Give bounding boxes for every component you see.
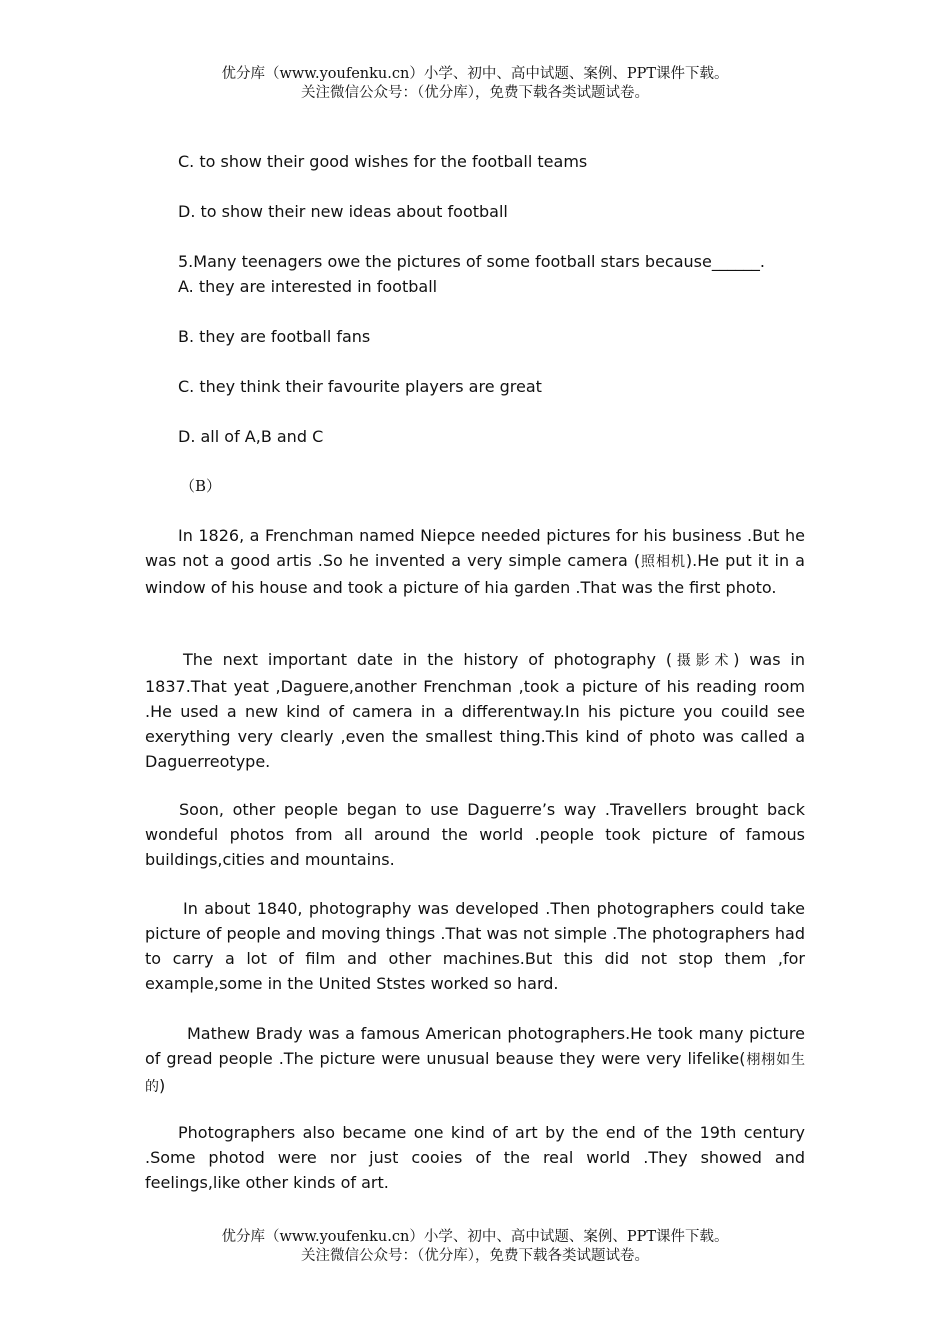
p2-text-b: ) was in 1837.That yeat ,Daguere,another Frenchman ,took a picture of his reading room .He used a new kind of camera in a differentway.In his picture you couild see exerything very clearly ,even the smallest thing.This kind of photo was called a Daguerreotype. <box>145 650 806 771</box>
p2-text-a: The next important date in the history of photography ( <box>183 650 673 669</box>
q5-stem: 5.Many teenagers owe the pictures of some football stars because______. <box>178 252 765 271</box>
passage-paragraph-4: In about 1840, photography was developed .Then photographers could take picture of people and moving things .That was not simple .The photographers had to carry a lot of film and other machines.But this did not stop them ,for example,some in the United Ststes worked so hard. <box>145 899 805 993</box>
section-label: （B） <box>180 477 222 495</box>
p5-text-a: Mathew Brady was a famous American photographers.He took many picture of gread people .The picture were unusual beause they were very lifelike( <box>145 1024 805 1068</box>
q5-option-b: B. they are football fans <box>178 327 371 346</box>
footer-line-2: 关注微信公众号：（优分库），免费下载各类试题试卷。 <box>301 1248 649 1264</box>
q5-option-c: C. they think their favourite players are great <box>178 377 542 396</box>
p5-chinese-gloss: 栩栩如生的 <box>145 1052 806 1095</box>
passage-paragraph-6: Photographers also became one kind of art by the end of the 19th century .Some photod were nor just cooies of the real world .They showed and feelings,like other kinds of art. <box>145 1123 805 1192</box>
passage-paragraph-2 <box>145 647 805 774</box>
p1-chinese-gloss: 照相机 <box>640 554 686 570</box>
p1-text-a: In 1826, a Frenchman named Niepce needed pictures for his business .But he was not a good artis .So he invented a very simple camera ( <box>145 526 805 570</box>
p5-text-b: ) <box>159 1076 166 1095</box>
header-line-2: 关注微信公众号：（优分库），免费下载各类试题试卷。 <box>301 85 649 101</box>
p1-text-b: ).He put it in a window of his house and took a picture of hia garden .That was the first photo. <box>145 551 805 597</box>
q5-option-a: A. they are interested in football <box>178 277 438 296</box>
page-header <box>0 65 950 103</box>
q4-option-d: D. to show their new ideas about football <box>178 202 508 221</box>
footer-line-1: 优分库（www.youfenku.cn）小学、初中、高中试题、案例、PPT课件下载。 <box>221 1229 729 1245</box>
header-line-1: 优分库（www.youfenku.cn）小学、初中、高中试题、案例、PPT课件下载。 <box>221 66 729 82</box>
passage-paragraph-1 <box>145 523 805 600</box>
page-footer <box>0 1228 950 1266</box>
q5-option-d: D. all of A,B and C <box>178 427 324 446</box>
p2-chinese-gloss: 摄影术 <box>672 653 734 669</box>
passage-paragraph-3: Soon, other people began to use Daguerre’s way .Travellers brought back wondeful photos from all around the world .people took picture of famous buildings,cities and mountains. <box>145 800 805 869</box>
q4-option-c: C. to show their good wishes for the football teams <box>178 152 588 171</box>
passage-paragraph-5 <box>145 1021 805 1100</box>
